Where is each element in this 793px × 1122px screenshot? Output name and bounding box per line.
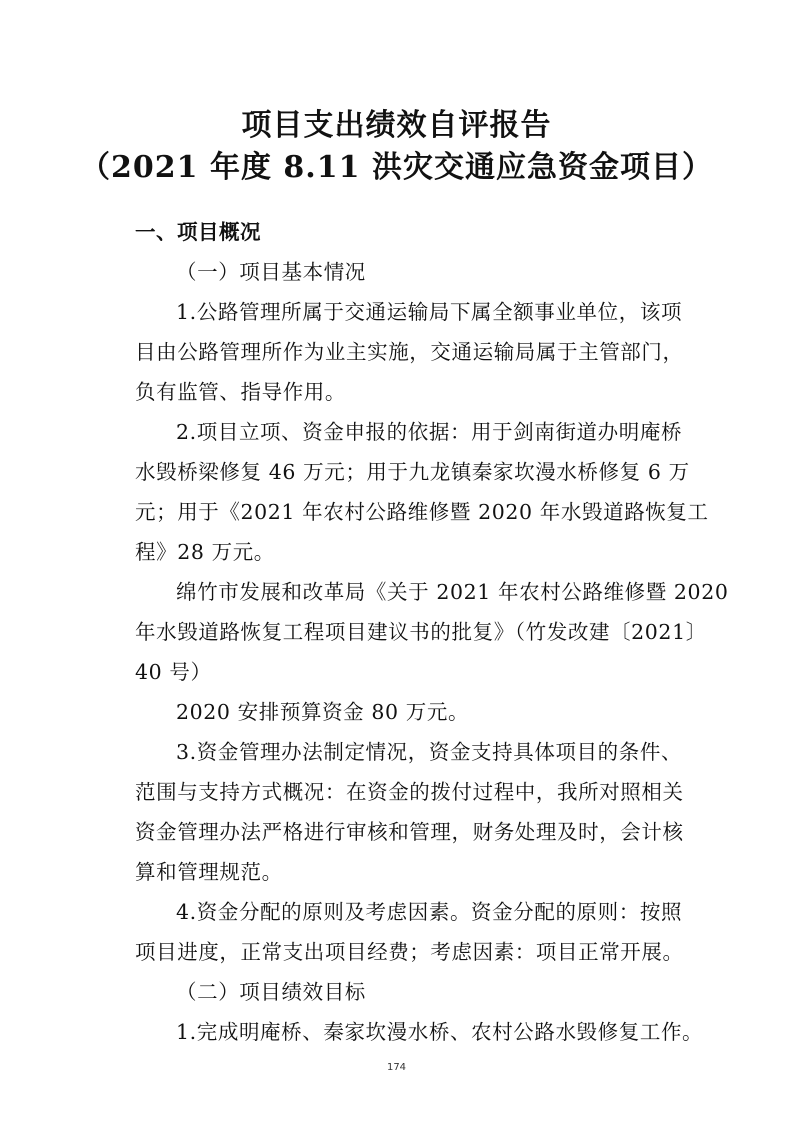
paragraph-line: 资金管理办法严格进行审核和管理，财务处理及时，会计核 — [135, 820, 684, 844]
paragraph-line: 1.完成明庵桥、秦家坎漫水桥、农村公路水毁修复工作。 — [176, 1020, 704, 1044]
paragraph-line: 元；用于《2021 年农村公路维修暨 2020 年水毁道路恢复工 — [135, 500, 709, 524]
paragraph-line: 2.项目立项、资金申报的依据：用于剑南街道办明庵桥 — [176, 420, 683, 444]
paragraph-line: 项目进度，正常支出项目经费；考虑因素：项目正常开展。 — [135, 940, 684, 964]
paragraph-line: 算和管理规范。 — [135, 860, 283, 884]
paragraph-line: 年水毁道路恢复工程项目建议书的批复》（竹发改建〔2021〕 — [135, 620, 707, 644]
paragraph-line: 目由公路管理所作为业主实施，交通运输局属于主管部门， — [135, 340, 684, 364]
paragraph-line: 2020 安排预算资金 80 万元。 — [176, 700, 470, 724]
paragraph-line: 40 号） — [135, 660, 212, 684]
paragraph-line: 范围与支持方式概况：在资金的拨付过程中，我所对照相关 — [135, 780, 684, 804]
paragraph-line: 1.公路管理所属于交通运输局下属全额事业单位，该项 — [176, 300, 683, 324]
paragraph-line: 负有监管、指导作用。 — [135, 380, 346, 404]
document-subtitle: （2021 年度 8.11 洪灾交通应急资金项目） — [80, 150, 713, 185]
paragraph-line: 程》28 万元。 — [135, 540, 275, 564]
paragraph-line: 绵竹市发展和改革局《关于 2021 年农村公路维修暨 2020 — [176, 580, 729, 604]
page-number: 174 — [386, 1062, 407, 1073]
paragraph-line: 水毁桥梁修复 46 万元；用于九龙镇秦家坎漫水桥修复 6 万 — [135, 460, 690, 484]
paragraph-line: 4.资金分配的原则及考虑因素。资金分配的原则：按照 — [176, 900, 683, 924]
section-heading-project-overview: 一、项目概况 — [135, 220, 261, 244]
subsection-heading-basic-info: （一）项目基本情况 — [176, 260, 366, 284]
subsection-heading-performance-goals: （二）项目绩效目标 — [176, 980, 366, 1004]
paragraph-line: 3.资金管理办法制定情况，资金支持具体项目的条件、 — [176, 740, 683, 764]
document-title: 项目支出绩效自评报告 — [241, 108, 552, 143]
